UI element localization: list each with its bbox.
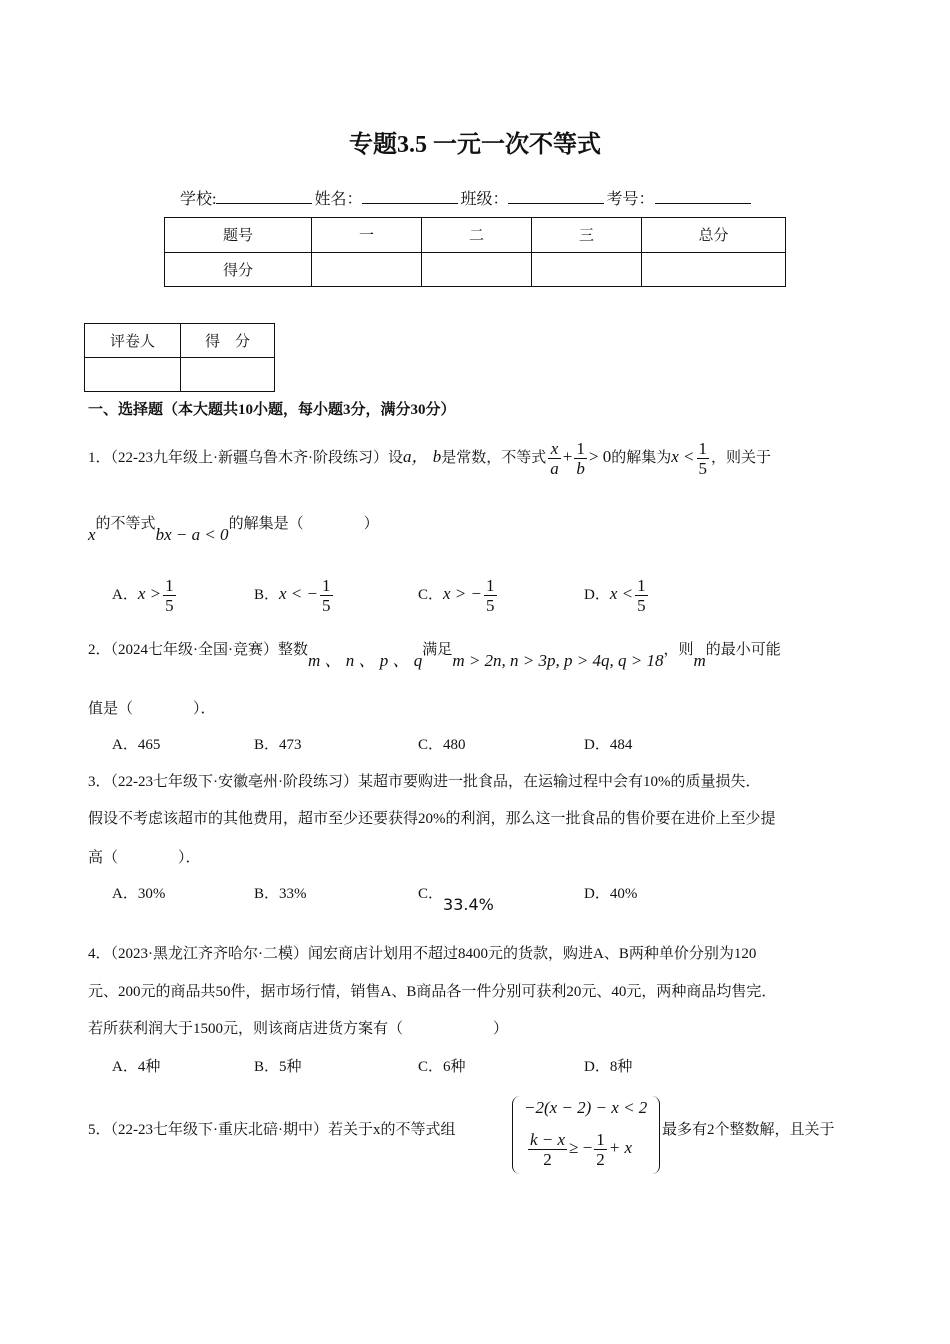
class-label: 班级： [460, 191, 509, 208]
option-c[interactable]: C．33.4% [418, 886, 494, 914]
question-3-line-2: 假设不考虑该超市的其他费用，超市至少还要获得20%的利润，那么这一批食品的售价要在进价上至少提 [88, 811, 776, 827]
score-header-cell: 题号 [165, 218, 312, 253]
question-2-line-1 [88, 634, 781, 670]
reviewer-header: 评卷人 [85, 324, 181, 358]
score-header-cell: 三 [532, 218, 642, 253]
page-title: 专题3.5 一元一次不等式 [349, 132, 601, 158]
system-line-1: −2(x − 2) − x < 2 [524, 1098, 648, 1117]
school-label: 学校: [180, 191, 217, 208]
score-table [164, 217, 786, 287]
math-condition: m > 2n, n > 3p, p > 4q, q > 18 [452, 651, 664, 670]
grader-score-cell[interactable] [181, 358, 275, 392]
question-5-line-1: 5．（22-23七年级下·重庆北碚·期中）若关于x的不等式组 [88, 1122, 456, 1138]
option-d[interactable]: D．8种 [584, 1059, 633, 1075]
option-a[interactable]: A．x > $\frac{1}{5}$ [112, 576, 174, 616]
score-cell[interactable] [532, 252, 642, 287]
reviewer-cell[interactable] [85, 358, 181, 392]
question-1-line-1 [88, 435, 771, 479]
score-table-header [165, 218, 786, 253]
question-3-line-1: 3．（22-23七年级下·安徽亳州·阶段练习）某超市要购进一批食品，在运输过程中会有10%的质量损失． [88, 774, 761, 790]
option-d[interactable]: D．40% [584, 886, 638, 902]
name-label: 姓名： [314, 191, 363, 208]
score-header-cell: 一 [312, 218, 422, 253]
option-b[interactable]: B．33% [254, 886, 307, 902]
option-b[interactable]: B．x < − $\frac{1}{5}$ [254, 576, 331, 616]
question-4-line-2: 元、200元的商品共50件，据市场行情，销售A、B商品各一件分别可获利20元、40元，两种商品均售完． [88, 984, 777, 1000]
question-text: 的解集为 [611, 450, 672, 466]
grader-score-header: 得 分 [181, 324, 275, 358]
math-op: + [562, 447, 573, 466]
score-cell[interactable] [642, 252, 786, 287]
question-2-line-2: 值是（ ）． [88, 701, 216, 717]
math-expr: bx − a < 0 [155, 525, 229, 544]
option-b[interactable]: B．473 [254, 737, 302, 753]
question-4-line-1: 4．（2023·黑龙江齐齐哈尔·二模）闻宏商店计划用不超过8400元的货款，购进A、B两种单价分别为120 [88, 946, 757, 962]
option-a[interactable]: A．30% [112, 886, 166, 902]
fraction-1-over-5: $\frac{1}{5}$ [698, 439, 708, 479]
score-row-label: 得分 [165, 252, 312, 287]
fraction-x-over-a: $\frac{x}{a}$ [550, 439, 559, 479]
score-header-cell: 总分 [642, 218, 786, 253]
math-var: x [88, 525, 96, 544]
left-brace [512, 1096, 521, 1174]
question-1-line-2 [88, 512, 379, 544]
option-b[interactable]: B．5种 [254, 1059, 302, 1075]
section-heading: 一、选择题（本大题共10小题，每小题3分，满分30分） [88, 402, 456, 418]
option-c[interactable]: C．6种 [418, 1059, 466, 1075]
question-5-line-1-end: 最多有2个整数解，且关于 [662, 1122, 835, 1138]
option-d[interactable]: D．484 [584, 737, 633, 753]
math-op: > 0 [588, 447, 612, 466]
question-number: 2． [88, 642, 111, 658]
option-c[interactable]: C．x > − $\frac{1}{5}$ [418, 576, 495, 616]
school-blank[interactable] [216, 189, 312, 204]
option-a[interactable]: A．465 [112, 737, 161, 753]
question-text: 满足 [422, 642, 453, 658]
question-text: 的最小可能 [705, 642, 781, 658]
question-text: 的解集是（ ） [228, 516, 379, 532]
math-vars: a， b [403, 447, 442, 466]
score-table-row [165, 252, 786, 287]
question-3-line-3: 高（ ）． [88, 850, 201, 866]
inequality-system [512, 1096, 660, 1176]
exam-no-blank[interactable] [655, 189, 751, 204]
grader-table [84, 323, 275, 392]
option-d[interactable]: D．x < $\frac{1}{5}$ [584, 576, 646, 616]
score-cell[interactable] [312, 252, 422, 287]
score-header-cell: 二 [422, 218, 532, 253]
score-cell[interactable] [422, 252, 532, 287]
question-source: （2024七年级·全国·竞赛）整数 [110, 642, 309, 658]
name-blank[interactable] [362, 189, 458, 204]
question-text: ，则关于 [711, 450, 772, 466]
exam-no-label: 考号： [606, 191, 655, 208]
option-c[interactable]: C．480 [418, 737, 466, 753]
right-paren [651, 1096, 660, 1174]
class-blank[interactable] [508, 189, 604, 204]
option-a[interactable]: A．4种 [112, 1059, 161, 1075]
question-text: ，则 [663, 642, 694, 658]
question-number: 1． [88, 450, 111, 466]
question-text: 的不等式 [95, 516, 156, 532]
question-source: （22-23九年级上·新疆乌鲁木齐·阶段练习）设 [110, 450, 404, 466]
question-4-line-3: 若所获利润大于1500元，则该商店进货方案有（ ） [88, 1021, 509, 1037]
student-info-line [180, 186, 753, 209]
question-text: 是常数，不等式 [441, 450, 547, 466]
math-var: m [693, 651, 706, 670]
system-line-2: $\frac{k - x}{2}$ ≥ − $\frac{1}{2}$ + x [530, 1129, 633, 1169]
fraction-1-over-b: $\frac{1}{b}$ [576, 439, 585, 479]
math-expr: x < [671, 447, 695, 466]
math-vars: m 、 n 、 p 、 q [308, 651, 423, 670]
